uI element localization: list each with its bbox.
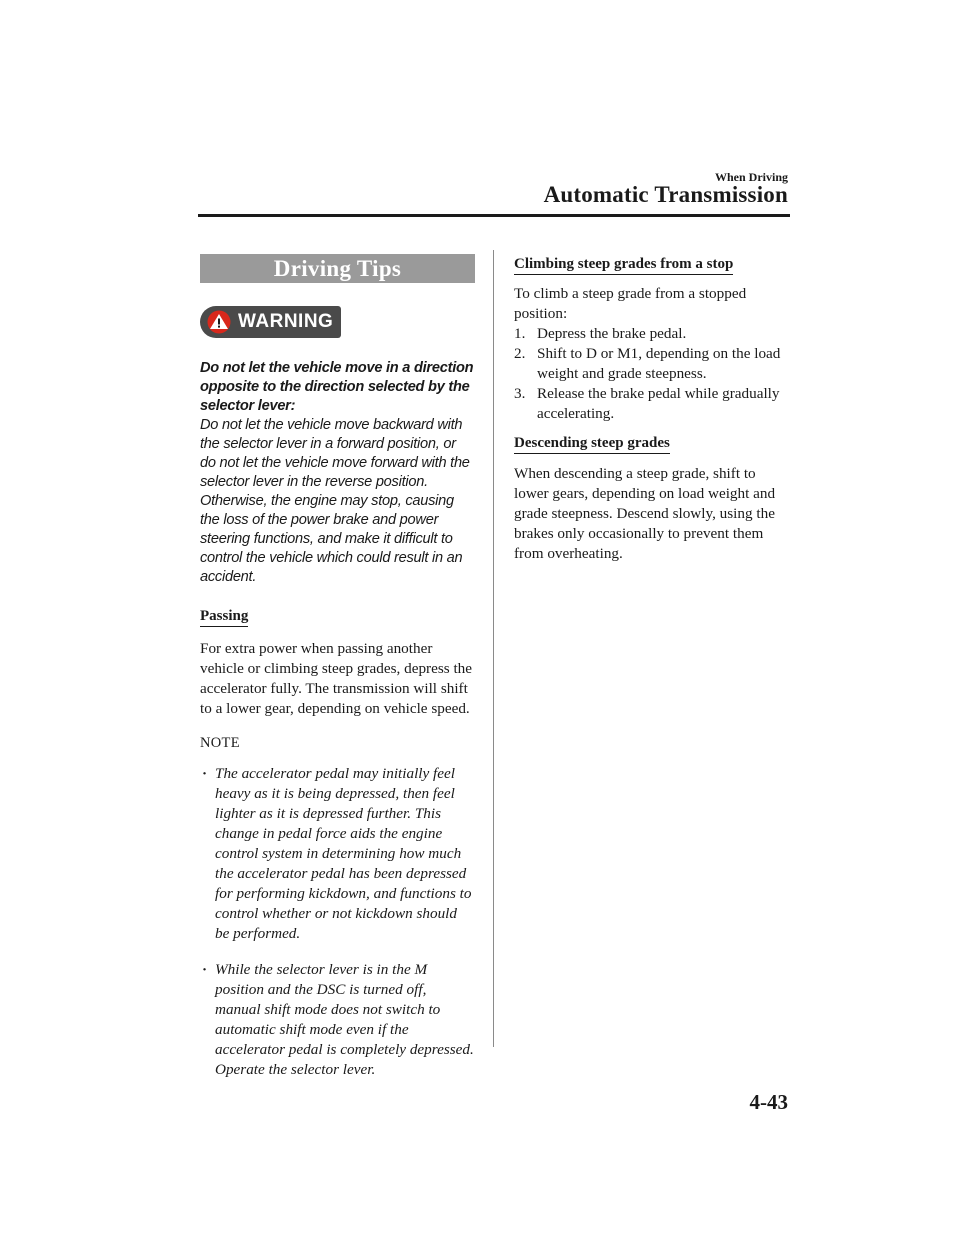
running-header-chapter: Automatic Transmission bbox=[543, 182, 788, 207]
warning-title: Do not let the vehicle move in a direction opposite to the direction selected by the selector lever: bbox=[200, 360, 474, 414]
step-text: Shift to D or M1, depending on the load weight and grade steepness. bbox=[537, 345, 781, 382]
descending-text: When descending a steep grade, shift to lower gears, depending on load weight and grade steepness. Descend slowly, using the brakes only occasionally to prevent them from overheating. bbox=[514, 465, 776, 562]
note-item-text: While the selector lever is in the M position and the DSC is turned off, manual shift mode does not switch to automatic shift mode even if the accelerator pedal is completely depressed. Operate the selector lever. bbox=[215, 961, 474, 1078]
step-item bbox=[514, 384, 794, 424]
step-item bbox=[514, 344, 794, 384]
warning-icon bbox=[207, 310, 231, 334]
note-item bbox=[202, 764, 475, 944]
step-number: 3. bbox=[514, 385, 526, 402]
page-number: 4-43 bbox=[749, 1090, 788, 1114]
section-banner: Driving Tips bbox=[200, 254, 475, 283]
warning-label: WARNING bbox=[238, 311, 334, 332]
climbing-intro: To climb a steep grade from a stopped position: bbox=[514, 285, 747, 322]
bullet-icon: · bbox=[202, 961, 208, 978]
warning-text: Do not let the vehicle move backward with the selector lever in a forward position, or do not let the vehicle move forward with the selector lever in the reverse position. Otherwise, the engine may stop, causing the loss of the power brake and power steering functions, and make it difficult to control the vehicle which could result in an accident. bbox=[200, 417, 470, 585]
note-item-text: The accelerator pedal may initially feel heavy as it is being depressed, then feel lighter as it is depressed further. This change in pedal force aids the engine control system in determining how much the accelerator pedal has been depressed for performing kickdown, and functions to control whether or not kickdown should be performed. bbox=[215, 765, 472, 942]
warning-badge bbox=[200, 306, 341, 338]
bullet-icon: · bbox=[202, 765, 208, 782]
descending-heading-wrap bbox=[514, 434, 794, 454]
note-item bbox=[202, 960, 475, 1080]
running-header-section: When Driving bbox=[714, 170, 788, 184]
step-item bbox=[514, 324, 794, 344]
climbing-heading-wrap bbox=[514, 255, 794, 275]
step-number: 2. bbox=[514, 345, 526, 362]
note-label: NOTE bbox=[200, 735, 240, 751]
passing-heading: Passing bbox=[200, 608, 248, 627]
right-column bbox=[514, 254, 794, 564]
climbing-steps bbox=[514, 324, 794, 424]
passing-heading-wrap bbox=[200, 607, 475, 627]
left-column bbox=[200, 254, 475, 1080]
climbing-heading: Climbing steep grades from a stop bbox=[514, 256, 733, 275]
step-text: Release the brake pedal while gradually accelerating. bbox=[537, 385, 780, 422]
column-divider bbox=[493, 250, 494, 1047]
passing-text: For extra power when passing another vehicle or climbing steep grades, depress the accelerator fully. The transmission will shift to a lower gear, depending on vehicle speed. bbox=[200, 640, 473, 717]
descending-heading: Descending steep grades bbox=[514, 435, 670, 454]
step-number: 1. bbox=[514, 325, 526, 342]
warning-body bbox=[200, 359, 475, 587]
step-text: Depress the brake pedal. bbox=[537, 325, 687, 342]
header-rule bbox=[198, 214, 790, 217]
